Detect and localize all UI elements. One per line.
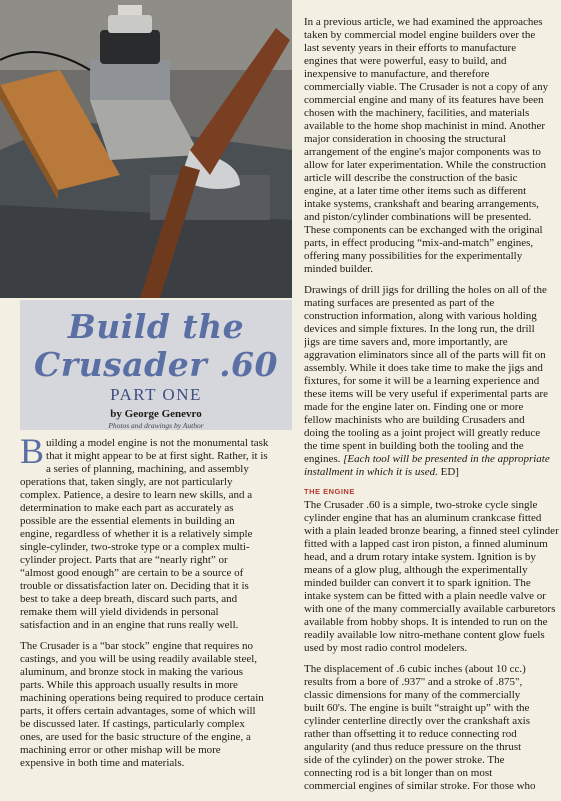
left-paragraph-2 bbox=[20, 640, 292, 770]
text-plain: ED] bbox=[437, 466, 459, 478]
text-line: remake them will yield dividends in personal bbox=[20, 606, 219, 618]
drop-cap: B bbox=[20, 431, 45, 471]
text-line: chosen with the machinery, facilities, and materials bbox=[304, 107, 530, 119]
article-part: PART ONE bbox=[110, 385, 202, 404]
text-line: used by most radio control modelers. bbox=[304, 642, 468, 654]
text-line: determination to make each part as accurately as bbox=[20, 502, 234, 514]
text-line: fitted with a lapped cast iron piston, a finned aluminum bbox=[304, 538, 548, 550]
text-line: assembly. While it does take time to make the jigs and bbox=[304, 362, 543, 374]
text-line: aluminum, and bronze stock in making the various bbox=[20, 666, 244, 678]
text-line bbox=[304, 453, 561, 466]
text-line: minded builder can convert it to spark ignition. The bbox=[304, 577, 531, 589]
text-line: be discussed later. If castings, particularly complex bbox=[20, 718, 245, 730]
text-line: intake system can be fitted with a plain needle valve or bbox=[304, 590, 546, 602]
text-line: best to take a deep breath, discard such parts, and bbox=[20, 593, 238, 605]
text-line: Drawings of drill jigs for drilling the holes on all of the bbox=[304, 284, 547, 296]
text-line: angularity (and thus reduce pressure on the thrust bbox=[304, 741, 522, 753]
text-line: devices and simple fixtures. In the long run, the drill bbox=[304, 323, 535, 335]
text-line: machining operations being required to produce certain bbox=[20, 692, 264, 704]
text-line: complex. Patience, a desire to learn new skills, and a bbox=[20, 489, 253, 501]
left-column bbox=[20, 431, 292, 778]
left-paragraph-1 bbox=[20, 431, 292, 632]
text-line: doing the tooling as a joint project will greatly reduce bbox=[304, 427, 541, 439]
text-line: The Crusader is a “bar stock” engine that requires no bbox=[20, 640, 254, 652]
text-line: possible are the essential elements in building an bbox=[20, 515, 235, 527]
text-line: mating surfaces are presented as part of the bbox=[304, 297, 495, 309]
text-line: rather than offsetting it to reduce connecting rod bbox=[304, 728, 517, 740]
text-line: commercially viable. The Crusader is not a copy of any bbox=[304, 81, 549, 93]
text-line: parts, it offers certain advantages, some of which will bbox=[20, 705, 256, 717]
right-paragraph-1 bbox=[304, 16, 561, 276]
engine-photo bbox=[0, 0, 292, 298]
text-line: parts. While this approach usually results in more bbox=[20, 679, 238, 691]
text-line: operations that, taken singly, are not particularly bbox=[20, 476, 233, 488]
text-line: intake systems, crankshaft and bearing arrangements, bbox=[304, 198, 539, 210]
text-line: construction information, along with various holding bbox=[304, 310, 537, 322]
text-line: offering many possibilities for the experimentally bbox=[304, 250, 523, 262]
text-line: The Crusader .60 is a simple, two-stroke cycle single bbox=[304, 499, 538, 511]
article-byline: by George Genevro bbox=[110, 408, 202, 420]
text-line: jigs are time savers and, more importantly, are bbox=[304, 336, 508, 348]
text-line: In a previous article, we had examined the approaches bbox=[304, 16, 543, 28]
text-line: these items will be very useful if experimental parts are bbox=[304, 388, 549, 400]
text-line: last seventy years in their efforts to manufacture bbox=[304, 42, 517, 54]
text-line: commercial engines of similar stroke. For those who bbox=[304, 780, 536, 792]
text-line: cylinder engine that has an aluminum crankcase fitted bbox=[304, 512, 542, 524]
text-line: and piston/cylinder combinations will be presented. bbox=[304, 211, 532, 223]
text-line: single-cylinder, two-stroke type or a complex multi- bbox=[20, 541, 250, 553]
text-line: made for the engine later on. Finding one or more bbox=[304, 401, 524, 413]
text-line: connecting rod is a bit longer than on most bbox=[304, 767, 493, 779]
text-line: “almost good enough” are certain to be a source of bbox=[20, 567, 244, 579]
text-line bbox=[304, 466, 561, 479]
article-credits: Photos and drawings by Author bbox=[108, 421, 204, 430]
text-line: engine, at a later time other items such as different bbox=[304, 185, 527, 197]
text-line: built 60's. The engine is built “straight up” with the bbox=[304, 702, 530, 714]
text-line: The displacement of .6 cubic inches (about 10 cc.) bbox=[304, 663, 526, 675]
text-line: with one of the many commercially available carburetors bbox=[304, 603, 556, 615]
text-line: available from hobby shops. It is intended to run on the bbox=[304, 616, 548, 628]
text-line: engine, regardless of whether it is a relatively simple bbox=[20, 528, 253, 540]
article-title-box bbox=[20, 300, 292, 430]
text-line: available to the home shop machinist in mind. Another bbox=[304, 120, 546, 132]
text-line: taken by commercial model engine builders over the bbox=[304, 29, 536, 41]
article-title-line2: Crusader .60 bbox=[34, 345, 278, 384]
editor-note-italic: installment in which it is used. bbox=[304, 466, 438, 478]
editor-note-italic: [Each tool will be presented in the appropriate bbox=[343, 453, 550, 465]
text-plain: engines. bbox=[304, 453, 344, 465]
text-line: allow for later experimentation. While the construction bbox=[304, 159, 547, 171]
right-column bbox=[304, 16, 561, 801]
text-line: arrangement of the engine's major components was to bbox=[304, 146, 541, 158]
text-line: major consideration in choosing the structural bbox=[304, 133, 506, 145]
text-line: cylinder project. Parts that are “nearly right” or bbox=[20, 554, 228, 566]
text-line: parts, in effect producing “mix-and-match” engines, bbox=[304, 237, 534, 249]
text-line: side of the cylinder) on the power stroke. The bbox=[304, 754, 505, 766]
text-line: the time spent in building both the tooling and the bbox=[304, 440, 524, 452]
text-line: results from a bore of .937" and a stroke of .875", bbox=[304, 676, 523, 688]
text-line: These components can be exchanged with the original bbox=[304, 224, 543, 236]
text-line: fellow machinists who are building Crusaders and bbox=[304, 414, 525, 426]
model-engine-photo-icon bbox=[0, 0, 292, 298]
text-line: machining error or other mishap will be more bbox=[20, 744, 221, 756]
text-line: trouble or dissatisfaction later on. Deciding that it is bbox=[20, 580, 249, 592]
text-line: satisfaction and in an engine that runs really well. bbox=[20, 619, 239, 631]
text-line: aggravation eliminators since all of the parts will fit on bbox=[304, 349, 546, 361]
text-line: ones, are used for the basic structure of the engine, a bbox=[20, 731, 251, 743]
text-line: engines that were powerful, easy to build, and bbox=[304, 55, 507, 67]
text-line: head, and a drum rotary intake system. Ignition is by bbox=[304, 551, 536, 563]
text-line: cylinder centerline directly over the crankshaft axis bbox=[304, 715, 531, 727]
text-line: classic dimensions for many of the commercially bbox=[304, 689, 521, 701]
text-line: that it might appear to be at first sight. Rather, it is bbox=[46, 450, 268, 462]
article-title-line1: Build the bbox=[67, 307, 245, 346]
text-line: commercial engine and many of its features have been bbox=[304, 94, 544, 106]
text-line: uilding a model engine is not the monumental task bbox=[46, 437, 269, 449]
section-heading: THE ENGINE bbox=[304, 487, 355, 496]
right-paragraph-4 bbox=[304, 663, 561, 793]
text-line: castings, and you will be using readily available steel, bbox=[20, 653, 258, 665]
text-line: readily available low nitro-methane content glow fuels bbox=[304, 629, 545, 641]
text-line: minded builder. bbox=[304, 263, 374, 275]
text-line: fixtures, for some it will be a learning experience and bbox=[304, 375, 540, 387]
text-line: with a plain leaded bronze bearing, a finned steel cylinder bbox=[304, 525, 559, 537]
text-line: inexpensive to manufacture, and therefore bbox=[304, 68, 490, 80]
text-line: expensive in both time and materials. bbox=[20, 757, 185, 769]
right-paragraph-2 bbox=[304, 284, 561, 479]
right-paragraph-3 bbox=[304, 499, 561, 655]
text-line: a series of planning, machining, and assembly bbox=[46, 463, 249, 475]
text-line: article will describe the construction of the basic bbox=[304, 172, 518, 184]
text-line: means of a glow plug, although the experimentally bbox=[304, 564, 528, 576]
